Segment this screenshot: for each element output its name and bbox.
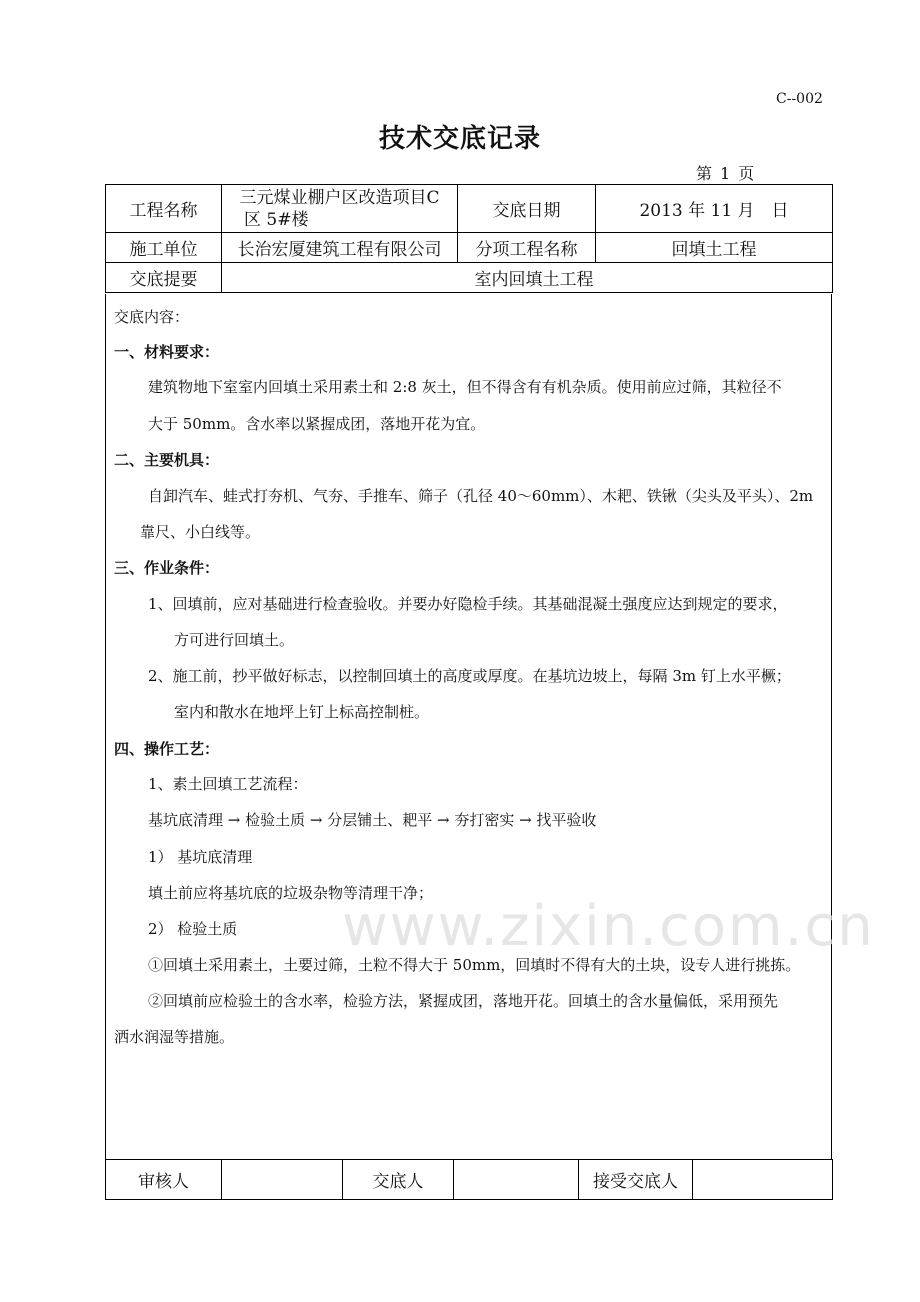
project-name-line2: 区 5#楼 — [244, 209, 309, 230]
subproject-value: 回填土工程 — [596, 233, 833, 263]
discloser-label: 交底人 — [343, 1160, 454, 1200]
section-4-line-6: ②回填前应检验土的含水率，检验方法，紧握成团，落地开花。回填土的含水量偏低，采用预先 — [148, 992, 779, 1010]
section-2-line-1: 自卸汽车、蛙式打夯机、气夯、手推车、筛子（孔径 40～60mm）、木耙、铁锹（尖头及平头）、2m — [148, 487, 814, 505]
section-1-heading: 一、材料要求： — [114, 343, 220, 361]
project-name-label: 工程名称 — [106, 185, 222, 233]
unit-label: 施工单位 — [106, 233, 222, 263]
section-4-line-2: 1） 基坑底清理 — [148, 848, 253, 866]
page-prefix: 第 — [696, 164, 713, 183]
project-name-line1: 三元煤业棚户区改造项目C — [239, 187, 440, 208]
page-number-value: 1 — [720, 164, 731, 183]
section-2-line-2: 靠尺、小白线等。 — [140, 523, 261, 541]
section-4-line-3: 填土前应将基坑底的垃圾杂物等清理干净； — [148, 884, 434, 902]
watermark: www.zixin.com.cn — [342, 894, 875, 959]
process-flow: 基坑底清理 → 检验土质 → 分层铺土、耙平 → 夯打密实 → 找平验收 — [148, 811, 597, 829]
section-4-line-1: 1、素土回填工艺流程： — [148, 775, 308, 793]
section-3-line-1: 1、回填前，应对基础进行检查验收。并要办好隐检手续。其基础混凝土强度应达到规定的要求， — [148, 595, 788, 613]
header-table — [105, 184, 833, 293]
section-4-heading: 四、操作工艺： — [114, 740, 220, 758]
project-name-value — [222, 185, 458, 233]
receiver-label: 接受交底人 — [579, 1160, 693, 1200]
date-label: 交底日期 — [458, 185, 596, 233]
page-suffix: 页 — [738, 164, 755, 183]
date-value: 2013 年 11 月 日 — [596, 185, 833, 233]
section-3-line-3: 2、施工前，抄平做好标志，以控制回填土的高度或厚度。在基坑边坡上，每隔 3m 钉上水平橛； — [148, 667, 791, 685]
section-1-line-2: 大于 50mm。含水率以紧握成团，落地开花为宜。 — [148, 415, 486, 433]
section-3-heading: 三、作业条件： — [114, 559, 220, 577]
subproject-label: 分项工程名称 — [458, 233, 596, 263]
section-3-line-4: 室内和散水在地坪上钉上标高控制桩。 — [174, 703, 430, 721]
content-box — [105, 294, 875, 1160]
document-code: C--002 — [776, 91, 823, 107]
section-3-line-2: 方可进行回填土。 — [174, 631, 295, 649]
content-intro: 交底内容： — [114, 308, 190, 326]
signature-table — [105, 1159, 833, 1200]
section-4-line-5: ①回填土采用素土，土要过筛，土粒不得大于 50mm，回填时不得有大的土块，设专人进行挑拣。 — [148, 956, 801, 974]
summary-label: 交底提要 — [106, 263, 222, 293]
unit-value: 长治宏厦建筑工程有限公司 — [222, 233, 458, 263]
section-4-line-7: 洒水润湿等措施。 — [114, 1028, 235, 1046]
section-1-line-1: 建筑物地下室室内回填土采用素土和 2:8 灰土，但不得含有有机杂质。使用前应过筛，其粒径不 — [148, 378, 782, 396]
section-2-heading: 二、主要机具： — [114, 451, 220, 469]
page-title: 技术交底记录 — [378, 124, 541, 154]
section-4-line-4: 2） 检验土质 — [148, 920, 238, 938]
receiver-signature[interactable] — [693, 1160, 833, 1200]
discloser-signature[interactable] — [454, 1160, 579, 1200]
reviewer-signature[interactable] — [222, 1160, 343, 1200]
reviewer-label: 审核人 — [106, 1160, 222, 1200]
page-number — [692, 161, 758, 184]
summary-value: 室内回填土工程 — [222, 263, 833, 293]
